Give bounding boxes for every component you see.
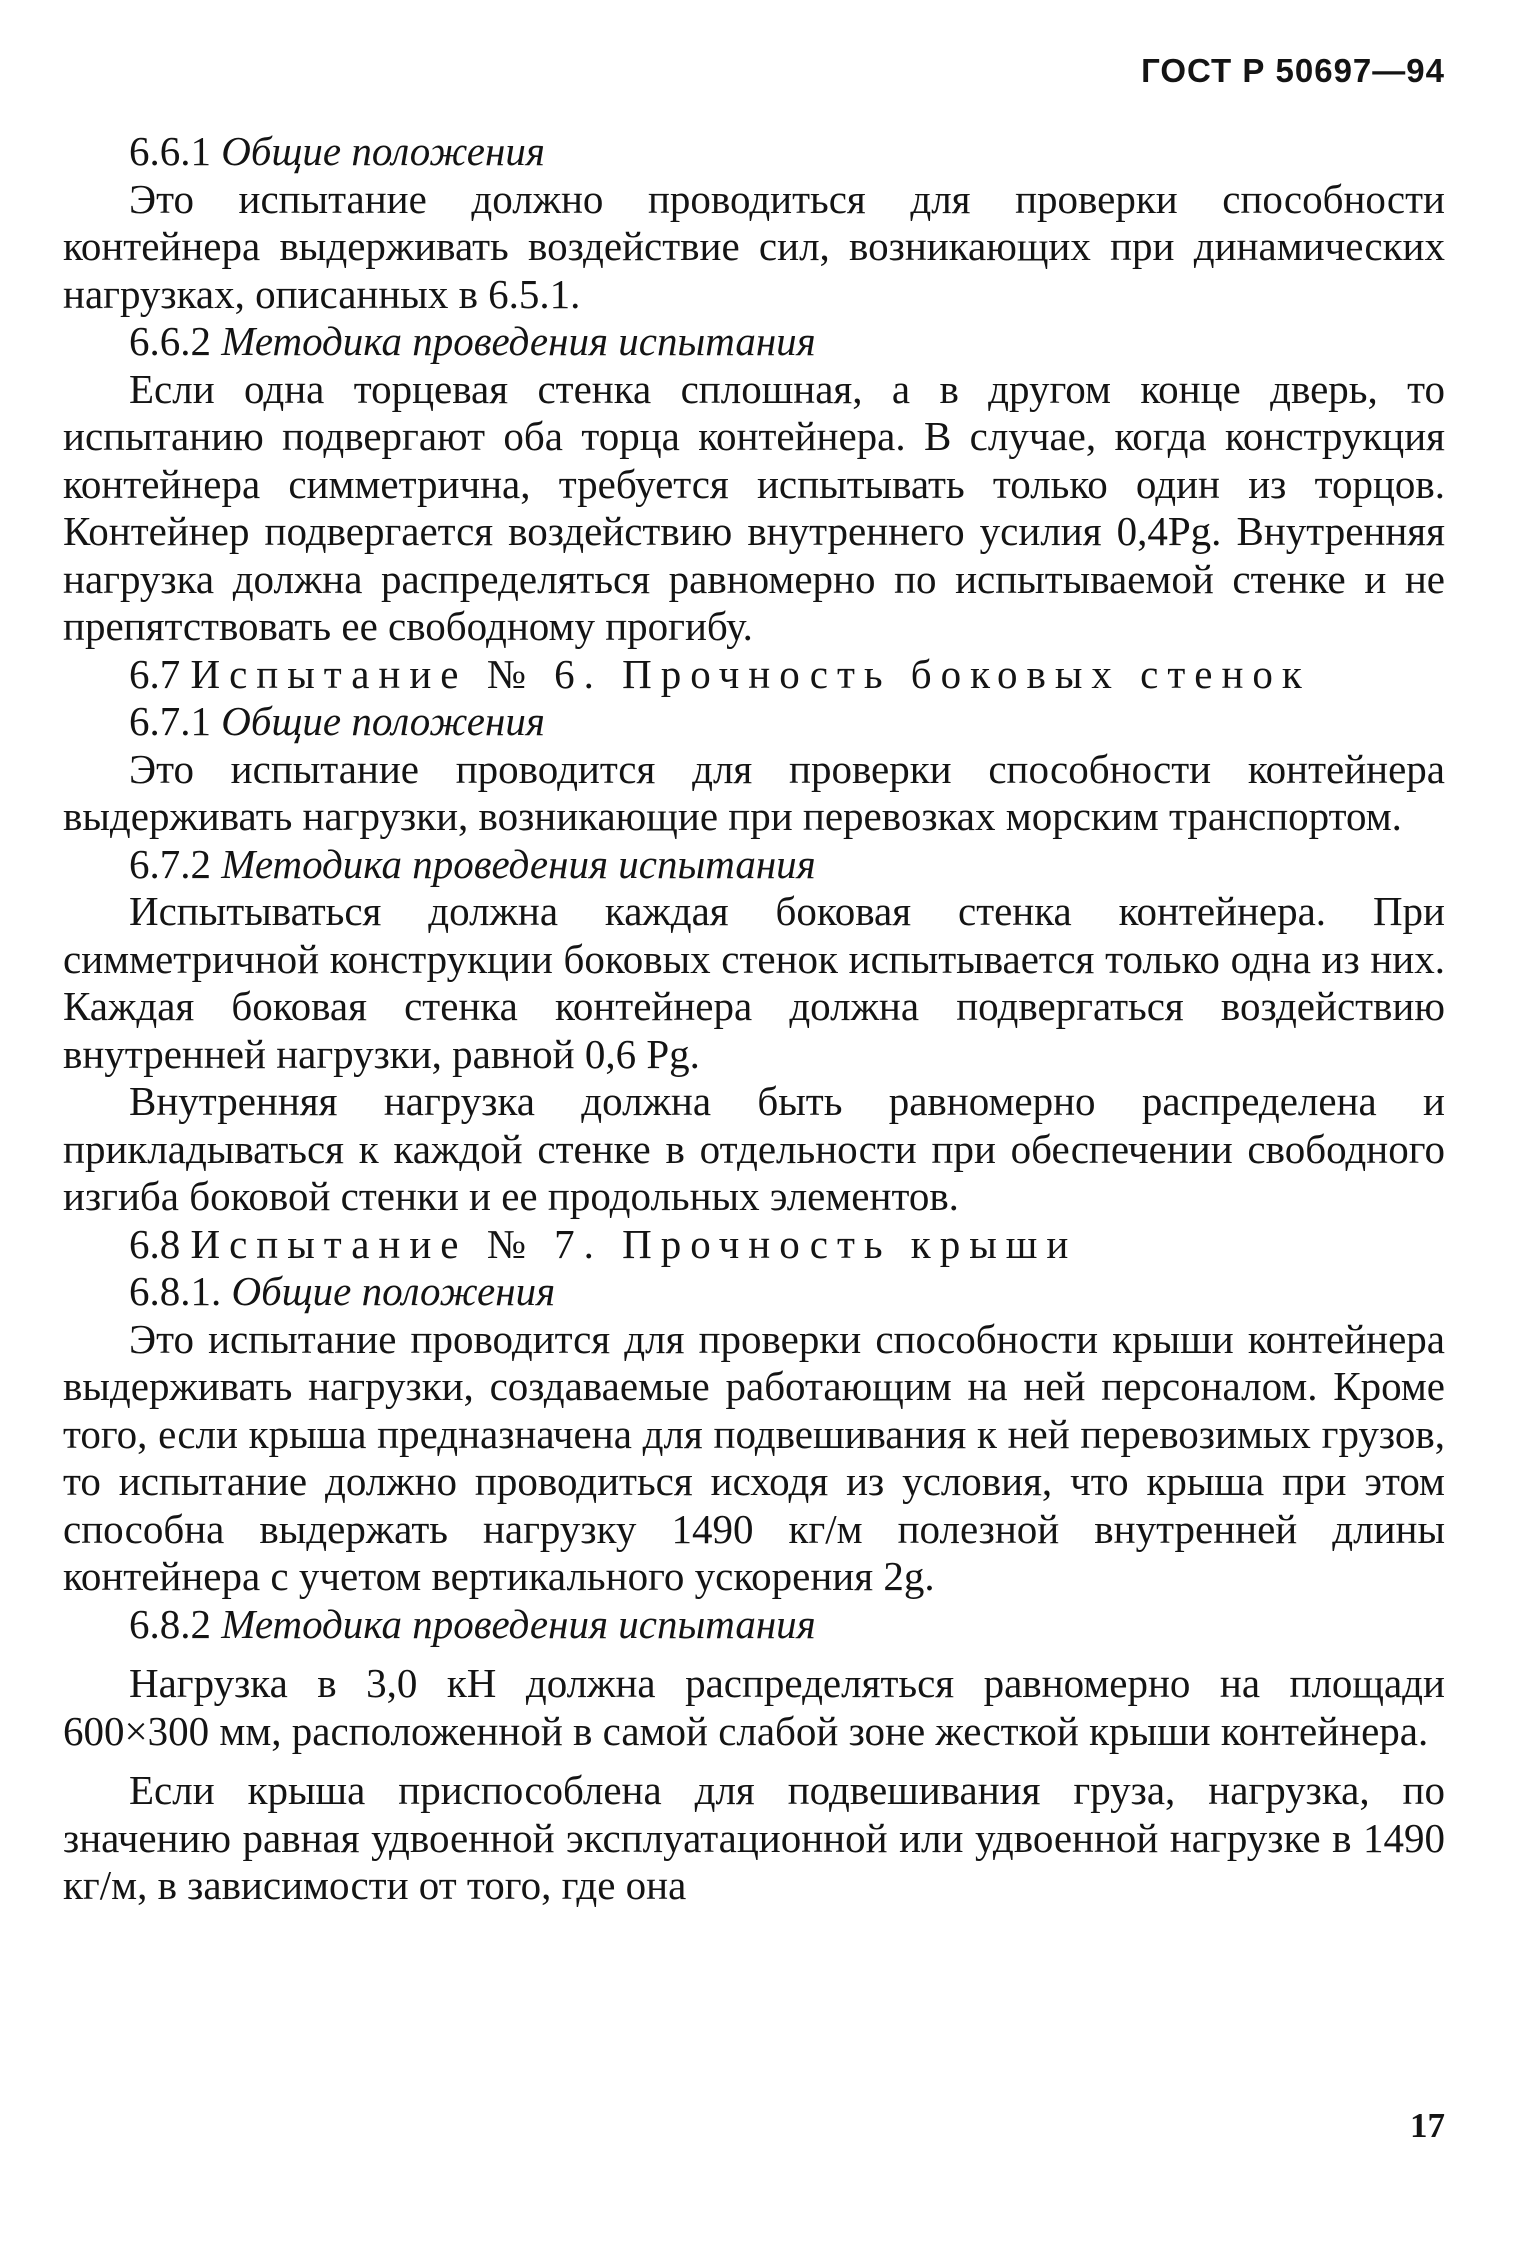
heading-6-7	[63, 651, 1445, 699]
heading-6-8-1	[63, 1268, 1445, 1316]
paragraph-6-8-2-a: Нагрузка в 3,0 кН должна распределяться равномерно на площади 600×300 мм, расположенной в самой слабой зоне жесткой крыши контейнера.	[63, 1660, 1445, 1754]
heading-6-6-2	[63, 318, 1445, 366]
heading-number: 6.7	[129, 650, 181, 697]
heading-number: 6.7.2	[129, 840, 211, 887]
heading-number: 6.7.1	[129, 698, 211, 744]
heading-number: 6.6.1	[129, 128, 211, 174]
paragraph-6-6-2: Если одна торцевая стенка сплошная, а в другом конце дверь, то испытанию подвергают оба торца контейнера. В случае, когда конструкция контейнера симметрична, требуется испытывать только один из торцов. Контейнер подвергается воздействию внутреннего усилия 0,4Pg. Внутренняя нагрузка должна распределяться равномерно по испытываемой стенке и не препятствовать ее свободному прогибу.	[63, 365, 1445, 649]
heading-title: Испытание № 7. Прочность крыши	[190, 1220, 1078, 1267]
paragraph-6-7-1: Это испытание проводится для проверки способности контейнера выдерживать нагрузки, возникающие при перевозках морским транспортом.	[63, 745, 1445, 839]
heading-title: Общие положения	[221, 698, 545, 744]
heading-title: Общие положения	[221, 128, 545, 174]
paragraph-6-7-2-a: Испытываться должна каждая боковая стенка контейнера. При симметричной конструкции боковых стенок испытывается только одна из них. Каждая боковая стенка контейнера должна подвергаться воздействию внутренней нагрузки, равной 0,6 Pg.	[63, 888, 1445, 1077]
spacer	[63, 1755, 1445, 1767]
heading-6-6-1	[63, 128, 1445, 176]
heading-title: Испытание № 6. Прочность боковых стенок	[190, 650, 1311, 697]
page-number: 17	[1410, 2106, 1445, 2145]
heading-6-8	[63, 1221, 1445, 1269]
heading-title: Методика проведения испытания	[221, 318, 816, 364]
standard-header: ГОСТ Р 50697—94	[1141, 52, 1445, 89]
paragraph-6-8-2-b: Если крыша приспособлена для подвешивания груза, нагрузка, по значению равная удвоенной эксплуатационной или удвоенной нагрузке в 1490 кг/м, в зависимости от того, где она	[63, 1767, 1445, 1908]
heading-number: 6.6.2	[129, 318, 211, 364]
paragraph-6-8-1: Это испытание проводится для проверки способности крыши контейнера выдерживать нагрузки, создаваемые работающим на ней персоналом. Кроме того, если крыша предназначена для подвешивания к ней перевозимых грузов, то испытание должно проводиться исходя из условия, что крыша при этом способна выдержать нагрузку 1490 кг/м полезной внутренней длины контейнера с учетом вертикального ускорения 2g.	[63, 1315, 1445, 1599]
heading-title: Методика проведения испытания	[221, 840, 816, 887]
heading-title: Методика проведения испытания	[221, 1600, 816, 1647]
spacer	[63, 1648, 1445, 1660]
document-page	[63, 0, 1445, 2262]
document-body	[63, 128, 1445, 1910]
heading-6-8-2	[63, 1601, 1445, 1649]
heading-number: 6.8	[129, 1220, 181, 1267]
paragraph-6-7-2-b: Внутренняя нагрузка должна быть равномерно распределена и прикладываться к каждой стенке в отдельности при обеспечении свободного изгиба боковой стенки и ее продольных элементов.	[63, 1078, 1445, 1219]
heading-number: 6.8.2	[129, 1600, 211, 1647]
heading-title: Общие положения	[231, 1268, 556, 1314]
heading-6-7-2	[63, 841, 1445, 889]
heading-number: 6.8.1.	[129, 1268, 222, 1314]
heading-6-7-1	[63, 698, 1445, 746]
paragraph-6-6-1: Это испытание должно проводиться для проверки способности контейнера выдерживать воздействие сил, возникающих при динамических нагрузках, описанных в 6.5.1.	[63, 175, 1445, 317]
